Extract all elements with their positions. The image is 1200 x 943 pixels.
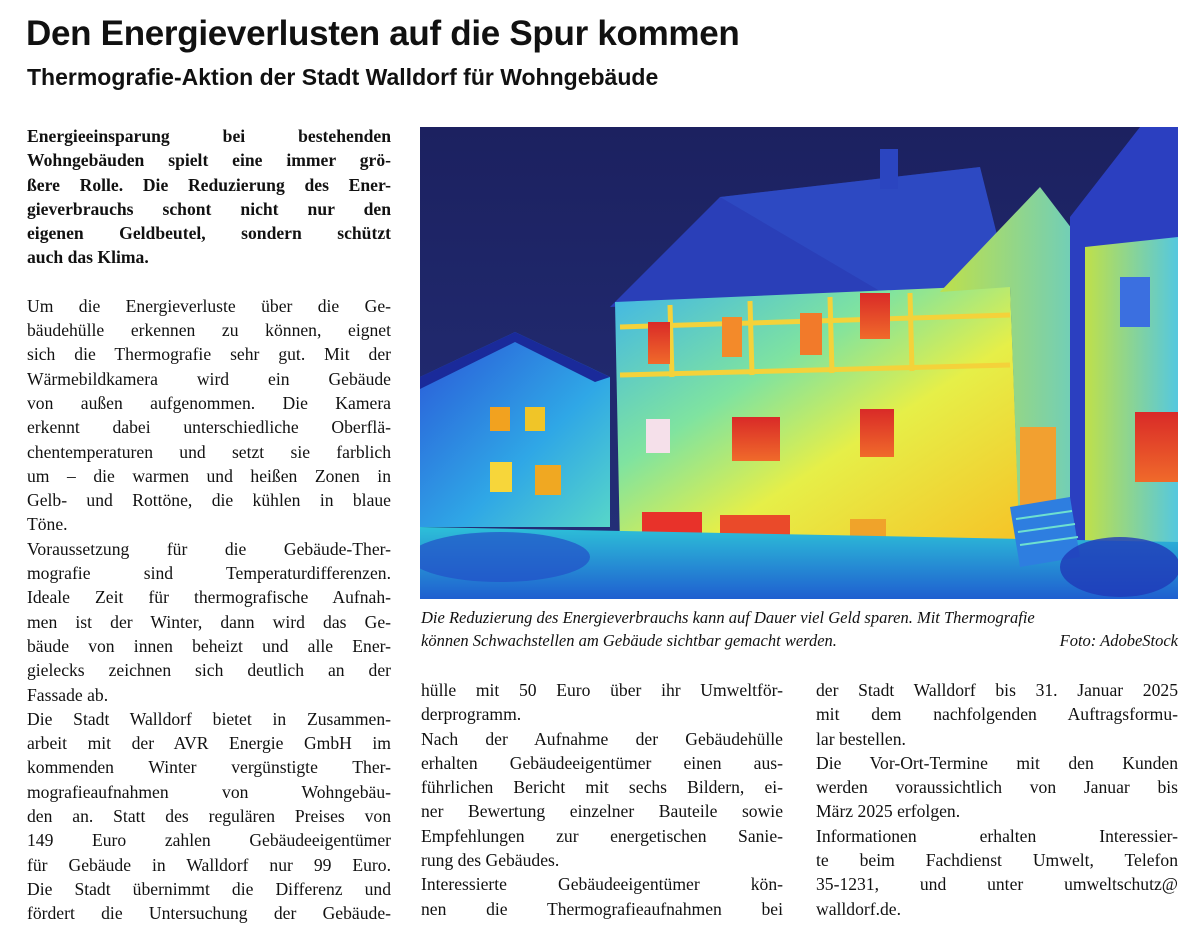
- text-line: lar bestellen.: [816, 728, 906, 749]
- thermal-house-illustration: [420, 127, 1178, 599]
- text-line: ner Bewertung einzelner Bauteile sowie: [421, 801, 783, 822]
- text-line: chentemperaturen und setzt sie farblich: [27, 441, 391, 462]
- thermal-photo: [420, 127, 1178, 599]
- text-line: Nach der Aufnahme der Gebäudehülle: [421, 728, 783, 749]
- text-line: Töne.: [27, 514, 68, 535]
- text-line: Fassade ab.: [27, 684, 109, 705]
- body-paragraph-bericht: [421, 727, 783, 873]
- text-line: führlichen Bericht mit sechs Bildern, ei-: [421, 777, 783, 798]
- text-line: nen die Thermografieaufnahmen bei: [421, 898, 783, 919]
- text-line: bäude von innen beheizt und alle Ener-: [27, 635, 391, 656]
- body-paragraph-thermografie: [27, 294, 391, 537]
- body-paragraph-bestellung: [421, 872, 783, 921]
- text-line: für Gebäude in Walldorf nur 99 Euro.: [27, 854, 391, 875]
- text-line: sich die Thermografie sehr gut. Mit der: [27, 344, 391, 365]
- article-headline: Den Energieverlusten auf die Spur kommen: [26, 14, 740, 53]
- text-line: gielecks zeichnen sich deutlich an der: [27, 660, 391, 681]
- text-line: Die Stadt übernimmt die Differenz und: [27, 878, 391, 899]
- text-line: men ist der Winter, dann wird das Ge-: [27, 611, 391, 632]
- text-line: Wohngebäuden spielt eine immer grö-: [27, 150, 391, 171]
- text-line: März 2025 erfolgen.: [816, 801, 961, 822]
- text-line: Energieeinsparung bei bestehenden: [27, 126, 391, 146]
- text-line: Informationen erhalten Interessier-: [816, 825, 1178, 846]
- body-paragraph-foerderung: [421, 678, 783, 727]
- text-line: rung des Gebäudes.: [421, 850, 560, 871]
- text-line: arbeit mit der AVR Energie GmbH im: [27, 733, 391, 754]
- photo-credit: Foto: AdobeStock: [1059, 631, 1178, 650]
- text-line: den an. Statt des regulären Preises von: [27, 806, 391, 827]
- text-line: von außen aufgenommen. Die Kamera: [27, 392, 391, 413]
- text-line: Voraussetzung für die Gebäude-Ther-: [27, 538, 391, 559]
- text-line: erhalten Gebäudeeigentümer einen aus-: [421, 752, 783, 773]
- text-line: ßere Rolle. Die Reduzierung des Ener-: [27, 174, 391, 195]
- text-line: Gelb- und Rottöne, die kühlen in blaue: [27, 490, 391, 511]
- text-line: Die Stadt Walldorf bietet in Zusammen-: [27, 708, 391, 729]
- body-paragraph-termine: [816, 751, 1178, 824]
- body-paragraph-angebot: [27, 707, 391, 926]
- text-line: mit dem nachfolgenden Auftragsformu-: [816, 704, 1178, 725]
- text-line: Empfehlungen zur energetischen Sanie-: [421, 825, 783, 846]
- text-line: bäudehülle erkennen zu können, eignet: [27, 320, 391, 341]
- text-line: der Stadt Walldorf bis 31. Januar 2025: [816, 680, 1178, 700]
- text-line: Die Vor-Ort-Termine mit den Kunden: [816, 752, 1178, 773]
- body-paragraph-bestellfrist: [816, 678, 1178, 751]
- caption-line-1: Die Reduzierung des Energieverbrauchs kann auf Dauer viel Geld sparen. Mit Thermografie: [421, 608, 1035, 627]
- lead-paragraph: [27, 124, 391, 270]
- body-paragraph-voraussetzung: [27, 537, 391, 707]
- text-line: werden voraussichtlich von Januar bis: [816, 777, 1178, 798]
- text-column-2: [421, 678, 783, 921]
- text-line: kommenden Winter vergünstigte Ther-: [27, 757, 391, 778]
- text-line: mografie sind Temperaturdifferenzen.: [27, 563, 391, 584]
- photo-caption: [421, 606, 1178, 652]
- text-line: Wärmebildkamera wird ein Gebäude: [27, 368, 391, 389]
- text-line: te beim Fachdienst Umwelt, Telefon: [816, 850, 1178, 871]
- text-line: gieverbrauchs schont nicht nur den: [27, 198, 391, 219]
- text-line: hülle mit 50 Euro über ihr Umweltför-: [421, 680, 783, 700]
- text-line: Ideale Zeit für thermografische Aufnah-: [27, 587, 391, 608]
- text-line: Interessierte Gebäudeeigentümer kön-: [421, 874, 783, 895]
- text-line: fördert die Untersuchung der Gebäude-: [27, 903, 391, 924]
- text-column-1: [27, 124, 391, 926]
- text-line: um – die warmen und heißen Zonen in: [27, 465, 391, 486]
- text-line: erkennt dabei unterschiedliche Oberflä-: [27, 417, 391, 438]
- text-line: auch das Klima.: [27, 247, 149, 268]
- article-subheadline: Thermografie-Aktion der Stadt Walldorf für Wohngebäude: [27, 64, 659, 90]
- text-line: 149 Euro zahlen Gebäudeeigentümer: [27, 830, 391, 851]
- text-column-3: [816, 678, 1178, 921]
- text-line: derprogramm.: [421, 704, 522, 725]
- text-line: walldorf.de.: [816, 898, 902, 919]
- text-line: eigenen Geldbeutel, sondern schützt: [27, 223, 391, 244]
- text-line: Um die Energieverluste über die Ge-: [27, 295, 391, 316]
- caption-line-2: können Schwachstellen am Gebäude sichtbar gemacht werden.: [421, 631, 837, 650]
- text-line: mografieaufnahmen von Wohngebäu-: [27, 781, 391, 802]
- body-paragraph-kontakt: [816, 824, 1178, 921]
- text-line: 35-1231, und unter umweltschutz@: [816, 874, 1178, 895]
